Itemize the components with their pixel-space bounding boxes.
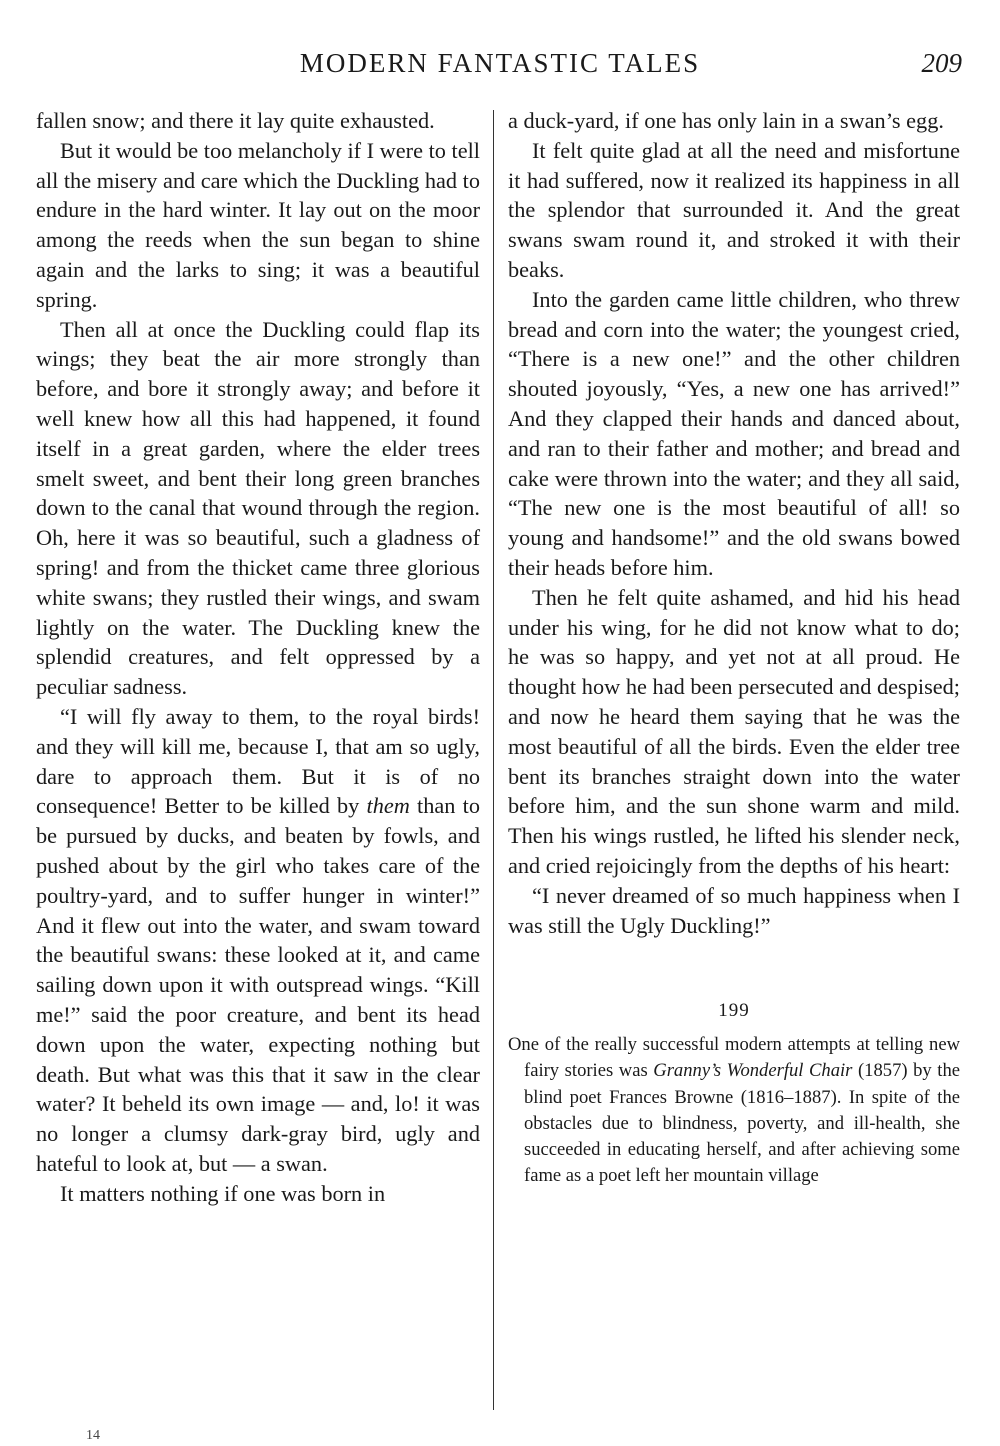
right-column	[508, 106, 960, 1189]
emphasis: them	[366, 793, 410, 819]
paragraph: Then he felt quite ashamed, and hid his head under his wing, for he did not know what to do; he was so happy, and yet not at all proud. He thought how he had been persecuted and despised; and now he heard them saying that he was the most beautiful of all the birds. Even the elder tree bent its branches straight down into the water before him, and the sun shone warm and mild. Then his wings rustled, he lifted his slender neck, and cried rejoicingly from the depths of his heart:	[508, 584, 960, 878]
selection-number: 199	[718, 1000, 750, 1022]
paragraph: a duck-yard, if one has only lain in a swan’s egg.	[508, 108, 944, 133]
selection-intro	[508, 1032, 960, 1189]
text-span: “I will fly away to them, to the royal birds! and they will kill me, because I, that am so ugly, dare to approach them. But it is of no consequence! Better to be killed by	[36, 703, 480, 819]
text-span: than to be pursued by ducks, and beaten by fowls, and pushed about by the girl who takes care of the poultry-yard, and to suffer hunger in winter!” And it flew out into the water, and swam toward the beautiful swans: these looked at it, and came sailing down upon it with outspread wings. “Kill me!” said the poor creature, and bent its head down upon the water, expecting nothing but death. But what was this that it saw in the clear water? It beheld its own image — and, lo! it was no longer a clumsy dark-gray bird, ugly and hateful to look at, but — a swan.	[36, 793, 480, 1176]
paragraph: But it would be too melancholy if I were to tell all the misery and care which the Duckling had to endure in the hard winter. It lay out on the moor among the reeds when the sun began to shine again and the larks to sing; it was a beautiful spring.	[36, 137, 480, 312]
book-title: Granny’s Wonderful Chair	[653, 1060, 853, 1082]
paragraph: “I never dreamed of so much happiness when I was still the Ugly Duckling!”	[508, 882, 960, 938]
paragraph: fallen snow; and there it lay quite exhausted.	[36, 108, 435, 133]
paragraph: It felt quite glad at all the need and misfortune it had suffered, now it realized its happiness in all the splendor that surrounded it. And the great swans swam round it, and stroked it with their beaks.	[508, 137, 960, 282]
page-number: 209	[921, 48, 962, 78]
paragraph-with-emphasis	[36, 702, 480, 1179]
page-header	[30, 48, 970, 88]
text-span: (1857) by the blind poet Frances Browne (1816–1887). In spite of the obstacles due to blindness, poverty, and ill-health, she succeeded in educating herself, and after achieving some fame as a poet left her mountain village	[524, 1060, 960, 1187]
paragraph: Then all at once the Duckling could flap its wings; they beat the air more strongly than before, and bore it strongly away; and before it well knew how all this had happened, it found itself in a great garden, where the elder trees smelt sweet, and bent their long green branches down to the canal that wound through the region. Oh, here it was so beautiful, such a gladness of spring! and from the thicket came three glorious white swans; they rustled their wings, and swam lightly on the water. The Duckling knew the splendid creatures, and felt oppressed by a peculiar sadness.	[36, 316, 480, 700]
column-divider	[493, 110, 494, 1410]
signature-mark: 14	[86, 1428, 100, 1443]
text-span: One of the really successful modern attempts at telling new fairy stories was	[508, 1034, 960, 1082]
paragraph: Into the garden came little children, who threw bread and corn into the water; the youngest cried, “There is a new one!” and the other children shouted joyously, “Yes, a new one has arrived!” And they clapped their hands and danced about, and ran to their father and mother; and bread and cake were thrown into the water; and they all said, “The new one is the most beautiful of all! so young and handsome!” and the old swans bowed their heads before him.	[508, 286, 960, 580]
left-column	[36, 106, 480, 1208]
paragraph: It matters nothing if one was born in	[60, 1180, 386, 1206]
running-title: MODERN FANTASTIC TALES	[299, 48, 701, 78]
